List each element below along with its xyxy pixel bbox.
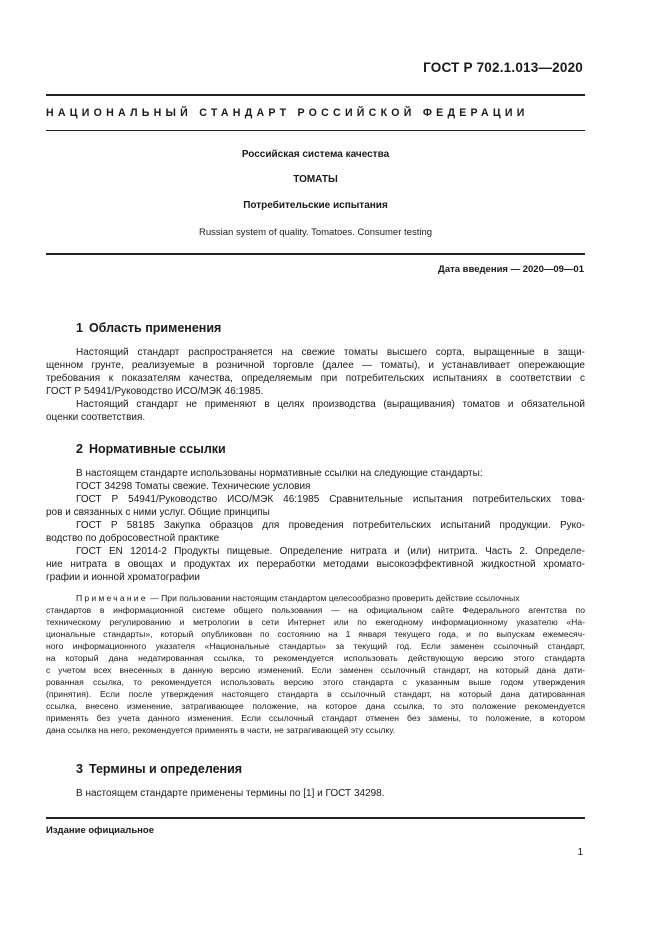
title-product: ТОМАТЫ xyxy=(293,174,338,185)
note-first-text: — При пользовании настоящим стандартом целесообразно проверить действие ссылочных xyxy=(147,593,520,603)
section-3-heading xyxy=(76,762,242,776)
note-label: Примечание xyxy=(76,593,148,603)
s3-line: В настоящем стандарте применены термины по [1] и ГОСТ 34298. xyxy=(76,788,385,799)
s2-line: ГОСТ EN 12014-2 Продукты пищевые. Определение нитрата и (или) нитрита. Часть 2. Определе- xyxy=(76,546,585,557)
s2-line: графии и ионной хроматографии xyxy=(46,572,200,583)
note-line: рованная ссылка, то рекомендуется использовать версию этого стандарта с указанным выше годом утверждения xyxy=(46,677,585,687)
header-top-rule xyxy=(46,94,585,96)
s1-line: Настоящий стандарт распространяется на свежие томаты высшего сорта, выращенные в защи- xyxy=(76,347,585,358)
section-1-heading xyxy=(76,321,221,335)
section-2-number: 2 xyxy=(76,442,83,456)
s2-line: ров и связанных с ними услуг. Общие принципы xyxy=(46,507,270,518)
s2-line: ГОСТ Р 54941/Руководство ИСО/МЭК 46:1985 Сравнительные испытания потребительских това- xyxy=(76,494,585,505)
section-2-heading xyxy=(76,442,226,456)
footer-rule xyxy=(46,817,585,819)
note-line: техническому регулированию и метрологии в сети Интернет или по ежегодному информационному указателю «На- xyxy=(46,617,585,627)
s2-line: ние нитрата в овощах и продуктах их переработки методами высокоэффективной жидкостной хромато- xyxy=(46,559,585,570)
s2-line: ГОСТ Р 58185 Закупка образцов для проведения потребительских испытаний продукции. Руко- xyxy=(76,520,585,531)
s1-line: оценки соответствия. xyxy=(46,412,146,423)
edition-label: Издание официальное xyxy=(46,825,154,836)
section-3-title: Термины и определения xyxy=(88,762,243,776)
title-subject: Потребительские испытания xyxy=(243,200,388,211)
s2-line: водство по добросовестной практике xyxy=(46,533,220,544)
title-series: Российская система качества xyxy=(241,149,390,160)
note-line: циональные стандарты», который опубликован по состоянию на 1 января текущего года, и по выпускам ежемесяч- xyxy=(46,629,585,639)
note-line: ного информационного указателя «Национальные стандарты» за текущий год. Если заменен ссылочный стандарт, xyxy=(46,641,585,651)
national-standard-title: НАЦИОНАЛЬНЫЙ СТАНДАРТ РОССИЙСКОЙ ФЕДЕРАЦИИ xyxy=(46,107,529,119)
header-bottom-rule xyxy=(46,130,585,131)
s1-line: щенном грунте, реализуемые в розничной торговле (далее — томаты), и устанавливает опережающие xyxy=(46,360,585,371)
title-bottom-rule xyxy=(46,253,585,255)
note-line: применять без учета данного изменения. Если ссылочный стандарт отменен без замены, то положение, в котором xyxy=(46,713,585,723)
document-number: ГОСТ Р 702.1.013—2020 xyxy=(423,60,583,75)
note-line: стандартов в информационной системе общего пользования — на официальном сайте Федерального агентства по xyxy=(46,605,585,615)
note-line: дана ссылка на него, рекомендуется применять в части, не затрагивающей эту ссылку. xyxy=(46,725,396,735)
section-2-title: Нормативные ссылки xyxy=(88,442,226,456)
note-line: с учетом всех внесенных в данную версию изменений. Если заменен ссылочный стандарт, на который дана дати- xyxy=(46,665,585,675)
note-first-line xyxy=(76,593,585,604)
s2-line: ГОСТ 34298 Томаты свежие. Технические условия xyxy=(76,481,311,492)
section-1-number: 1 xyxy=(76,321,83,335)
s1-line: требования к показателям качества, определяемым при потребительских испытаниях в соответствии с xyxy=(46,373,585,384)
s1-line: ГОСТ Р 54941/Руководство ИСО/МЭК 46:1985. xyxy=(46,386,264,397)
title-english: Russian system of quality. Tomatoes. Consumer testing xyxy=(198,227,433,238)
page-number: 1 xyxy=(577,847,583,858)
s1-line: Настоящий стандарт не применяют в целях производства (выращивания) томатов и обязательной xyxy=(76,399,585,410)
introduction-date: Дата введения — 2020—09—01 xyxy=(438,264,584,275)
section-1-title: Область применения xyxy=(88,321,222,335)
s2-line: В настоящем стандарте использованы нормативные ссылки на следующие стандарты: xyxy=(76,468,483,479)
note-line: (принятия). Если после утверждения настоящего стандарта в ссылочный стандарт, на который дана датированная xyxy=(46,689,585,699)
note-line: ссылка, внесено изменение, затрагивающее положение, на которое дана ссылка, то это положение рекомендуется xyxy=(46,701,585,711)
section-3-number: 3 xyxy=(76,762,83,776)
note-line: на который дана недатированная ссылка, то рекомендуется использовать действующую версию этого стандарта xyxy=(46,653,585,663)
